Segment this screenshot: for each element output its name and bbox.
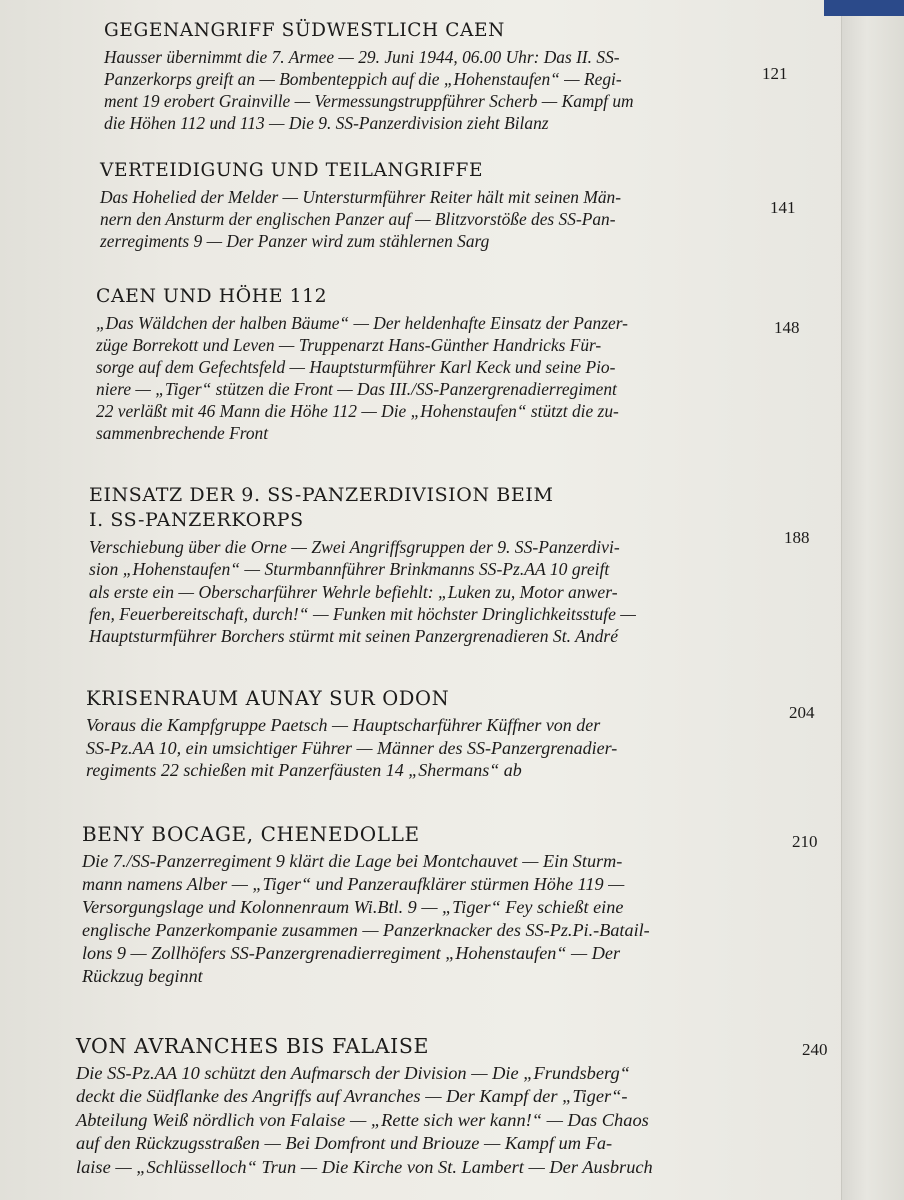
- entry-description: [86, 714, 776, 782]
- toc-entry: [96, 284, 756, 444]
- description-line: laise — „Schlüsselloch“ Trun — Die Kirche von St. Lambert — Der Ausbruch: [76, 1156, 653, 1177]
- toc-entry: [82, 822, 782, 988]
- toc-entry: [100, 158, 750, 252]
- page-number: 210: [792, 832, 818, 851]
- entry-heading: KRISENRAUM AUNAY SUR ODON: [86, 687, 450, 710]
- page-number: 188: [784, 528, 810, 547]
- entry-heading: BENY BOCAGE, CHENEDOLLE: [82, 822, 420, 846]
- description-line: Rückzug beginnt: [82, 966, 203, 986]
- description-line: regiments 22 schießen mit Panzerfäusten 14 „Shermans“ ab: [86, 760, 522, 781]
- entry-heading: I. SS-PANZERKORPS: [89, 509, 304, 531]
- page-number: 148: [774, 318, 800, 337]
- entry-heading: VERTEIDIGUNG UND TEILANGRIFFE: [100, 160, 484, 181]
- description-line: lons 9 — Zollhöfers SS-Panzergrenadierregiment „Hohenstaufen“ — Der: [82, 943, 621, 963]
- description-line: die Höhen 112 und 113 — Die 9. SS-Panzerdivision zieht Bilanz: [104, 113, 549, 133]
- description-line: deckt die Südflanke des Angriffs auf Avranches — Der Kampf der „Tiger“-: [76, 1086, 628, 1107]
- description-line: mann namens Alber — „Tiger“ und Panzeraufklärer stürmen Höhe 119 —: [82, 874, 625, 894]
- description-line: „Das Wäldchen der halben Bäume“ — Der heldenhafte Einsatz der Panzer-: [96, 313, 628, 333]
- entry-heading: EINSATZ DER 9. SS-PANZERDIVISION BEIM: [89, 484, 554, 506]
- page-edge: [841, 0, 904, 1200]
- entry-heading: CAEN UND HÖHE 112: [96, 286, 328, 307]
- toc-entry: [104, 18, 754, 134]
- description-line: züge Borrekott und Leven — Truppenarzt Hans-Günther Handricks Für-: [96, 335, 602, 355]
- page-number: 141: [770, 198, 796, 217]
- page-number: 240: [802, 1040, 828, 1059]
- description-line: fen, Feuerbereitschaft, durch!“ — Funken mit höchster Dringlichkeitsstufe —: [89, 603, 636, 624]
- description-line: niere — „Tiger“ stützen die Front — Das III./SS-Panzergrenadierregiment: [96, 379, 617, 399]
- entry-heading: GEGENANGRIFF SÜDWESTLICH CAEN: [104, 20, 505, 41]
- toc-entry: [76, 1034, 786, 1179]
- description-line: Die 7./SS-Panzerregiment 9 klärt die Lage bei Montchauvet — Ein Sturm-: [82, 851, 623, 871]
- description-line: sorge auf dem Gefechtsfeld — Hauptsturmführer Karl Keck und seine Pio-: [96, 357, 616, 377]
- description-line: englische Panzerkompanie zusammen — Panzerknacker des SS-Pz.Pi.-Batail-: [82, 920, 650, 940]
- entry-description: [96, 312, 756, 444]
- description-line: Das Hohelied der Melder — Untersturmführer Reiter hält mit seinen Män-: [100, 187, 621, 207]
- book-cover-corner: [824, 0, 904, 16]
- page-number: 204: [789, 703, 815, 722]
- description-line: als erste ein — Oberscharführer Wehrle befiehlt: „Luken zu, Motor anwer-: [89, 581, 618, 602]
- description-line: nern den Ansturm der englischen Panzer auf — Blitzvorstöße des SS-Pan-: [100, 209, 616, 229]
- description-line: Hausser übernimmt die 7. Armee — 29. Juni 1944, 06.00 Uhr: Das II. SS-: [104, 47, 620, 67]
- description-line: auf den Rückzugsstraßen — Bei Domfront und Briouze — Kampf um Fa-: [76, 1133, 613, 1154]
- description-line: Die SS-Pz.AA 10 schützt den Aufmarsch der Division — Die „Frundsberg“: [76, 1063, 630, 1083]
- description-line: sammenbrechende Front: [96, 423, 269, 443]
- description-line: zerregiments 9 — Der Panzer wird zum stählernen Sarg: [100, 231, 490, 251]
- description-line: Abteilung Weiß nördlich von Falaise — „Rette sich wer kann!“ — Das Chaos: [76, 1109, 649, 1130]
- description-line: ment 19 erobert Grainville — Vermessungstruppführer Scherb — Kampf um: [104, 91, 634, 111]
- description-line: Panzerkorps greift an — Bombenteppich auf die „Hohenstaufen“ — Regi-: [104, 69, 622, 89]
- toc-entry: [86, 686, 776, 782]
- description-line: Voraus die Kampfgruppe Paetsch — Hauptscharführer Küffner von der: [86, 715, 601, 735]
- entry-description: [89, 536, 769, 647]
- description-line: sion „Hohenstaufen“ — Sturmbannführer Brinkmanns SS-Pz.AA 10 greift: [89, 559, 610, 580]
- description-line: 22 verläßt mit 46 Mann die Höhe 112 — Die „Hohenstaufen“ stützt die zu-: [96, 401, 619, 421]
- entry-description: [100, 186, 750, 252]
- entry-description: [76, 1062, 786, 1179]
- description-line: Verschiebung über die Orne — Zwei Angriffsgruppen der 9. SS-Panzerdivi-: [89, 537, 620, 557]
- toc-entry: [89, 483, 769, 647]
- entry-description: [82, 850, 782, 988]
- description-line: Hauptsturmführer Borchers stürmt mit seinen Panzergrenadieren St. André: [89, 626, 619, 647]
- entry-heading: VON AVRANCHES BIS FALAISE: [76, 1034, 430, 1058]
- description-line: Versorgungslage und Kolonnenraum Wi.Btl. 9 — „Tiger“ Fey schießt eine: [82, 897, 624, 917]
- entry-description: [104, 46, 754, 134]
- description-line: SS-Pz.AA 10, ein umsichtiger Führer — Männer des SS-Panzergrenadier-: [86, 737, 618, 758]
- page-number: 121: [762, 64, 788, 83]
